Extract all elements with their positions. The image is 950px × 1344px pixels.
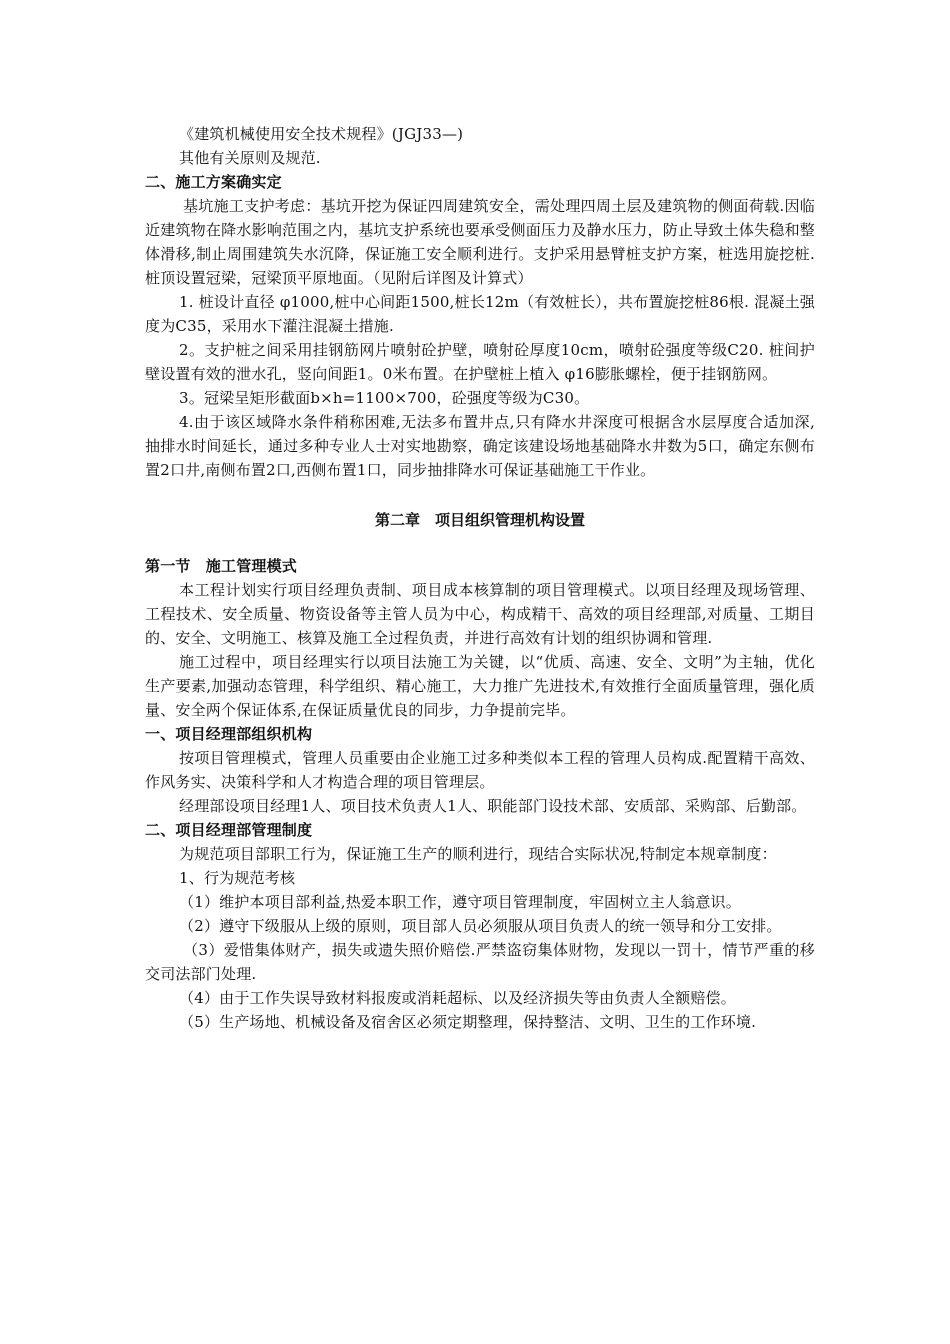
heading-management-rules: 二、项目经理部管理制度: [145, 821, 313, 839]
list-item: （3）爱惜集体财产，损失或遗失照价赔偿.严禁盗窃集体财物，发现以一罚十，情节严重的移交司法部门处理.: [145, 941, 815, 983]
list-item: （1）维护本项目部利益,热爱本职工作，遵守项目管理制度，牢固树立主人翁意识。: [179, 893, 741, 911]
paragraph: 施工过程中，项目经理实行以项目法施工为关键，以“优质、高速、安全、文明”为主轴，优化生产要素,加强动态管理，科学组织、精心施工，大力推广先进技术,有效推行全面质量管理，强化质量、安全两个保证体系,在保证质量优良的同步，力争提前完毕。: [145, 653, 815, 719]
list-heading: 1、行为规范考核: [179, 869, 296, 887]
paragraph: 其他有关原则及规范.: [179, 149, 321, 167]
section-title: 第一节 施工管理模式: [145, 557, 298, 575]
list-item: （2）遵守下级服从上级的原则，项目部人员必须服从项目负责人的统一领导和分工安排。: [179, 917, 782, 935]
paragraph: 本工程计划实行项目经理负责制、项目成本核算制的项目管理模式。以项目经理及现场管理、工程技术、安全质量、物资设备等主管人员为中心，构成精干、高效的项目经理部,对质量、工期目的、安全、文明施工、核算及施工全过程负责，并进行高效有计划的组织协调和管理.: [145, 581, 815, 647]
paragraph: 《建筑机械使用安全技术规程》(JGJ33—): [179, 125, 464, 143]
paragraph: 经理部设项目经理1人、项目技术负责人1人、职能部门设技术部、安质部、采购部、后勤部。: [179, 797, 807, 815]
heading-org-structure: 一、项目经理部组织机构: [145, 725, 313, 743]
list-item: （5）生产场地、机械设备及宿舍区必须定期整理，保持整洁、文明、卫生的工作环境.: [179, 1013, 757, 1031]
document-body: [145, 122, 815, 1034]
paragraph: 1. 桩设计直径 φ1000,桩中心间距1500,桩长12m（有效桩长），共布置旋挖桩86根. 混凝土强度为C35，采用水下灌注混凝土措施.: [145, 293, 815, 335]
paragraph: 基坑施工支护考虑：基坑开挖为保证四周建筑安全，需处理四周土层及建筑物的侧面荷载.因临近建筑物在降水影响范围之内，基坑支护系统也要承受侧面压力及静水压力，防止导致土体失稳和整体滑移,制止周围建筑失水沉降，保证施工安全顺利进行。支护采用悬臂桩支护方案，桩选用旋挖桩. 桩顶设置冠梁，冠梁顶平原地面。（见附后详图及计算式）: [145, 197, 815, 287]
paragraph: 4.由于该区域降水条件稍称困难,无法多布置井点,只有降水井深度可根据含水层厚度合适加深,抽排水时间延长，通过多种专业人士对实地勘察，确定该建设场地基础降水井数为5口，确定东侧布置2口井,南侧布置2口,西侧布置1口，同步抽排降水可保证基础施工干作业。: [145, 413, 815, 479]
paragraph: 2。支护桩之间采用挂钢筋网片喷射砼护壁，喷射砼厚度10cm，喷射砼强度等级C20. 桩间护壁设置有效的泄水孔，竖向间距1。0米布置。在护壁桩上植入 φ16膨胀螺栓，便于挂钢筋网。: [145, 341, 815, 383]
paragraph: 按项目管理模式，管理人员重要由企业施工过多种类似本工程的管理人员构成.配置精干高效、作风务实、决策科学和人才构造合理的项目管理层。: [145, 749, 815, 791]
heading-construction-plan: 二、施工方案确实定: [145, 173, 282, 191]
list-item: （4）由于工作失误导致材料报废或消耗超标、以及经济损失等由负责人全额赔偿。: [179, 989, 736, 1007]
paragraph: 3。冠梁呈矩形截面b×h=1100×700，砼强度等级为C30。: [179, 389, 590, 407]
chapter-title: 第二章 项目组织管理机构设置: [374, 511, 585, 529]
paragraph: 为规范项目部职工行为，保证施工生产的顺利进行，现结合实际状况,特制定本规章制度：: [179, 845, 777, 863]
